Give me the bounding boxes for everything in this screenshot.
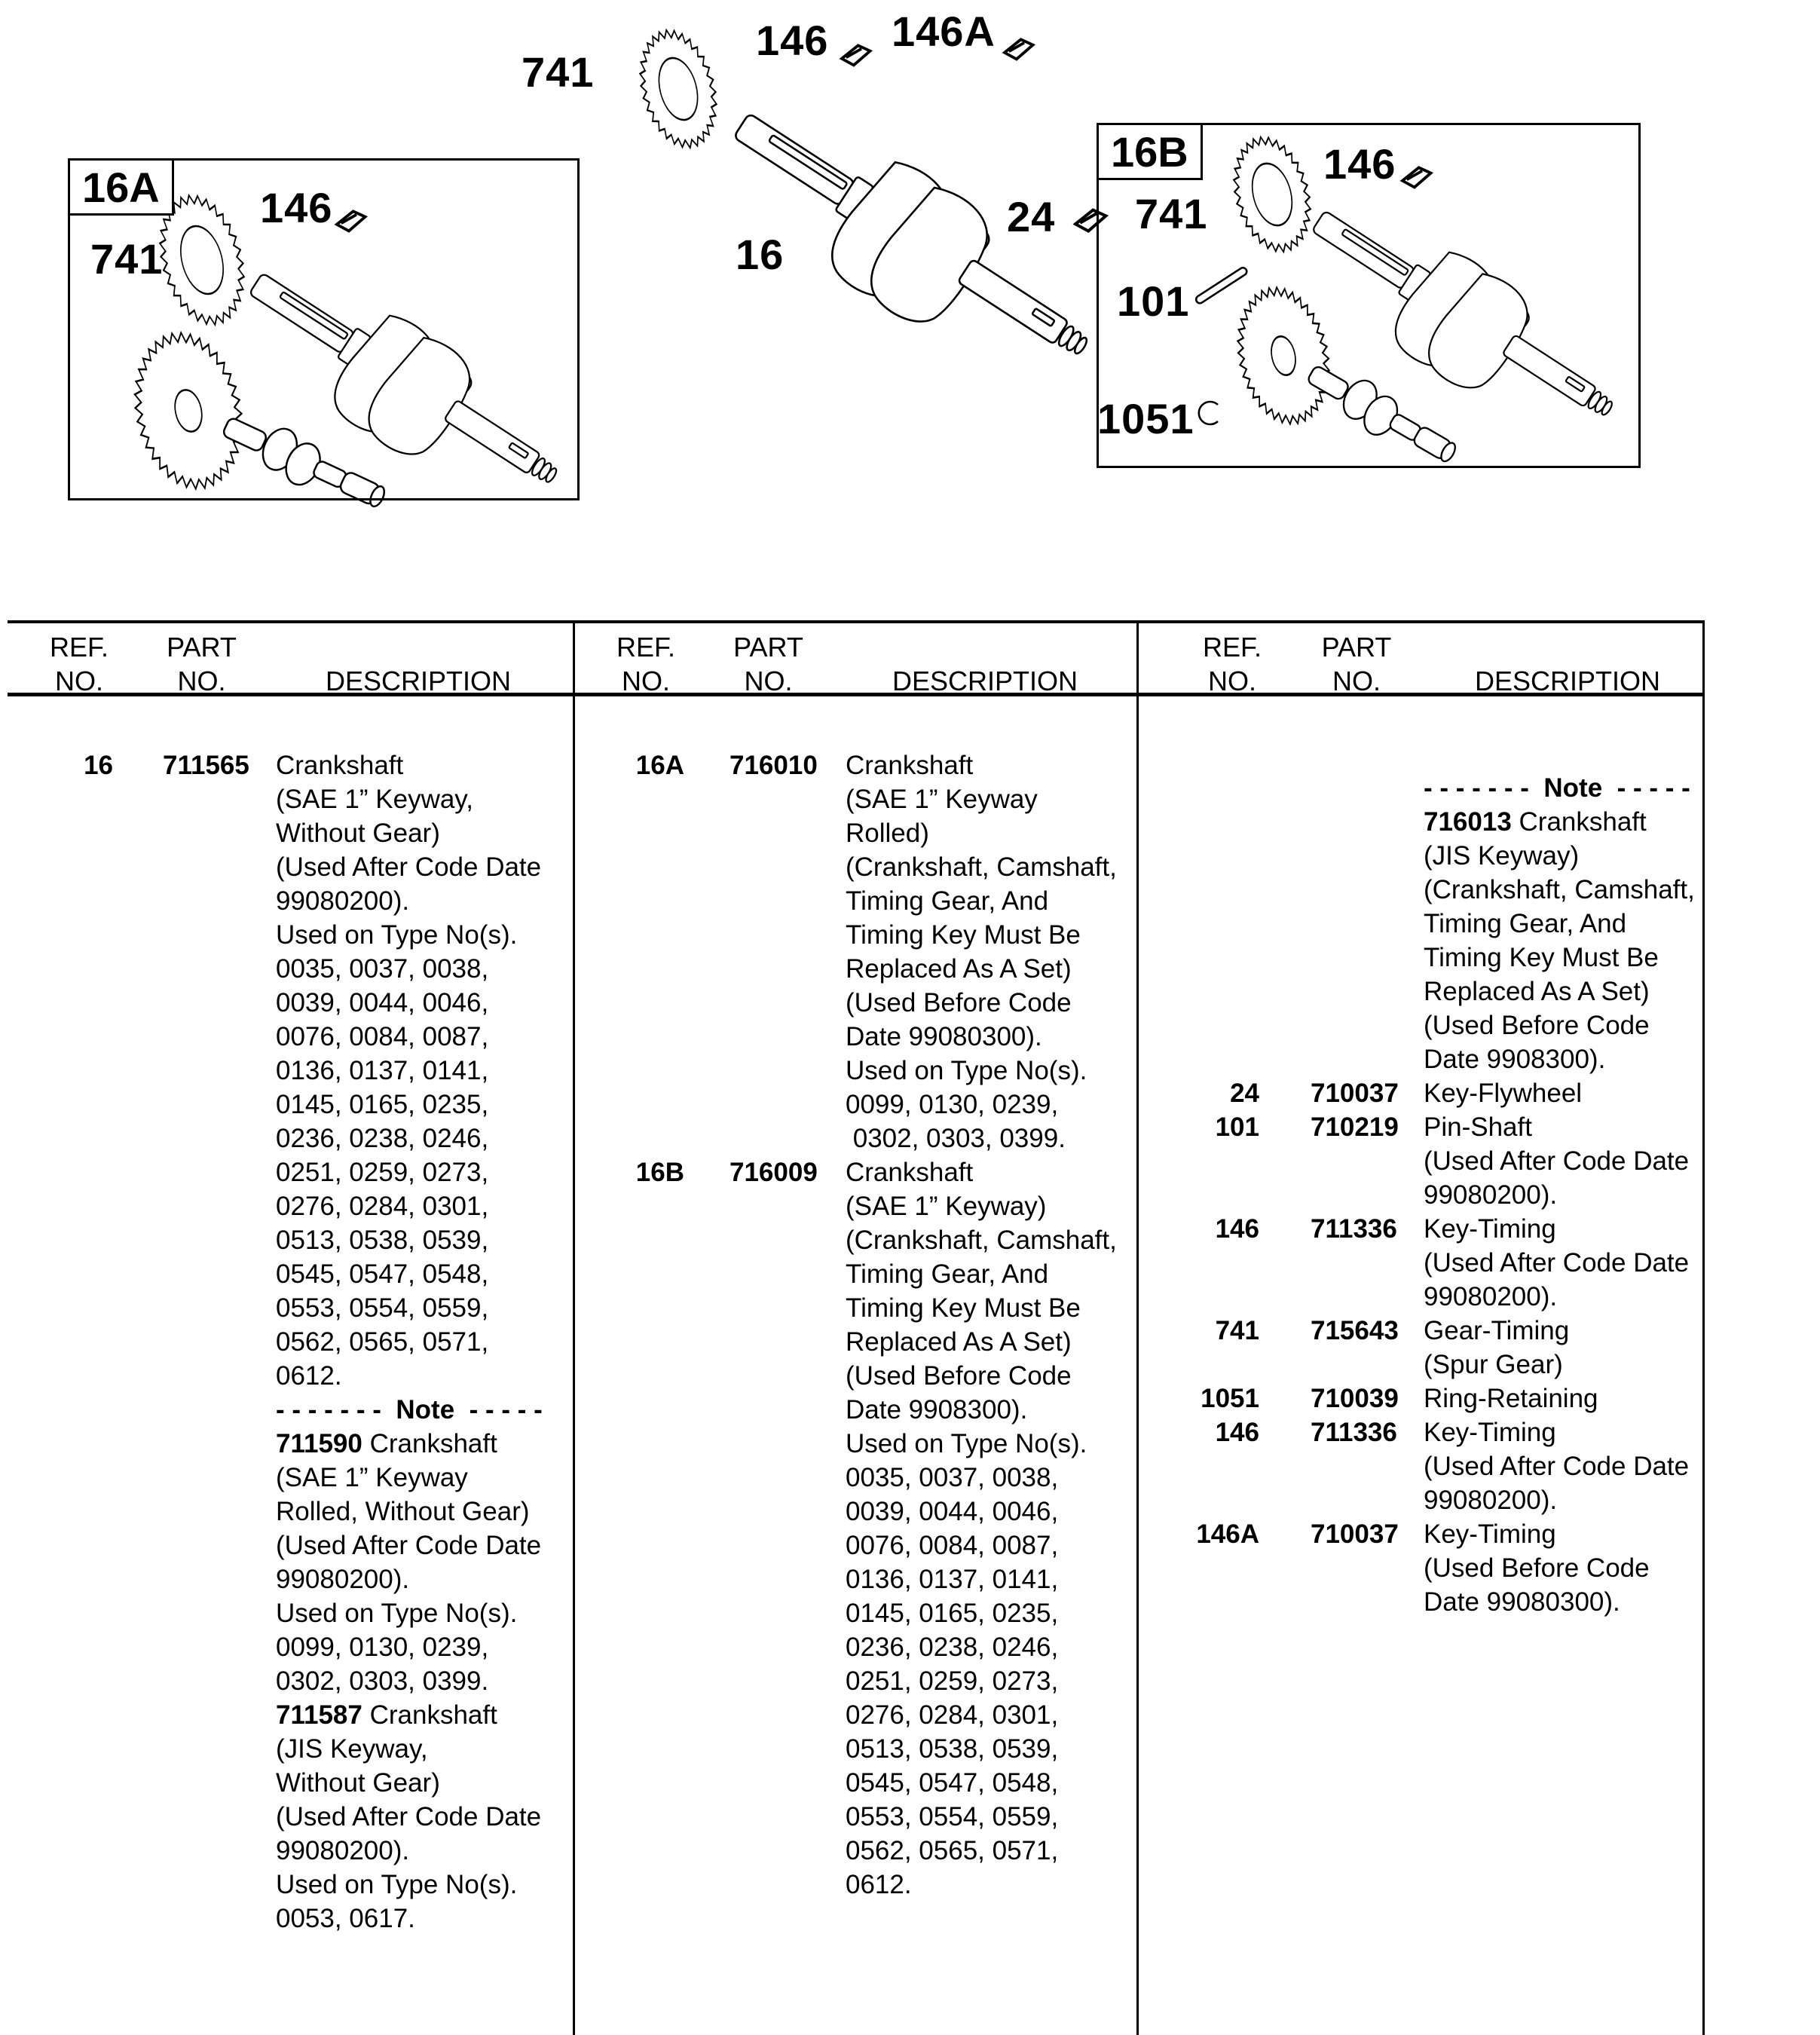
description-line: 99080200). — [276, 1836, 410, 1865]
description-line: Used on Type No(s). — [276, 920, 518, 950]
part-no: 715643 — [1311, 1316, 1399, 1345]
description-line: Date 9908300). — [846, 1395, 1028, 1424]
description-line: Used on Type No(s). — [846, 1056, 1087, 1085]
description-line: Used on Type No(s). — [276, 1599, 518, 1628]
description-line: Date 99080300). — [846, 1022, 1042, 1051]
description-line: (Used After Code Date — [276, 852, 542, 882]
description-line: 0276, 0284, 0301, — [846, 1700, 1059, 1730]
description-line: 0035, 0037, 0038, — [846, 1463, 1059, 1492]
description-line: 0562, 0565, 0571, — [846, 1836, 1059, 1865]
description — [1424, 1415, 1700, 1517]
description — [1424, 1076, 1700, 1110]
ref-no: 146A — [1196, 1519, 1259, 1549]
description-line: (Used After Code Date — [1424, 1248, 1690, 1278]
part-no — [1259, 771, 1424, 1076]
description-line: 0251, 0259, 0273, — [846, 1666, 1059, 1696]
description-line: (Used After Code Date — [1424, 1452, 1690, 1481]
description-line: 0251, 0259, 0273, — [276, 1158, 489, 1187]
parts-entry — [1138, 1382, 1700, 1415]
callout-146: 146 — [260, 184, 333, 231]
description-line: 0039, 0044, 0046, — [276, 988, 489, 1017]
description-line: 0053, 0617. — [276, 1904, 415, 1933]
description-line: (SAE 1” Keyway) — [846, 1192, 1047, 1221]
description-line: Key-Timing — [1424, 1214, 1556, 1244]
description-line: Key-Timing — [1424, 1418, 1556, 1447]
callout-101: 101 — [1117, 277, 1190, 325]
description-line: 0612. — [846, 1870, 912, 1899]
part-no: 710037 — [1311, 1519, 1399, 1549]
ref-no: 146 — [1215, 1214, 1259, 1244]
description-line: (Used After Code Date — [1424, 1146, 1690, 1176]
description-line: Crankshaft — [276, 751, 404, 780]
description-line: - - - - - - - Note - - - - - — [1424, 773, 1690, 803]
description-line: 0076, 0084, 0087, — [276, 1022, 489, 1051]
description-line: 99080200). — [1424, 1486, 1558, 1515]
parts-entry — [8, 748, 571, 1936]
description-line: (SAE 1” Keyway — [846, 785, 1038, 814]
description-line: Replaced As A Set) — [846, 954, 1072, 984]
description-line: 0099, 0130, 0239, — [276, 1633, 489, 1662]
header-ref-no: REF. NO. — [49, 632, 109, 696]
description-line: (Used Before Code — [1424, 1553, 1650, 1583]
description-line: Key-Flywheel — [1424, 1079, 1583, 1108]
header-ref-no: REF. NO. — [616, 632, 675, 696]
description-line: (Used After Code Date — [276, 1802, 542, 1831]
description-line: 711587 Crankshaft — [276, 1700, 497, 1730]
description-line: Timing Gear, And — [846, 886, 1049, 916]
description-line: 0236, 0238, 0246, — [846, 1633, 1059, 1662]
description-line: 0562, 0565, 0571, — [276, 1327, 489, 1357]
description-line: Rolled, Without Gear) — [276, 1497, 530, 1526]
description-line: 0276, 0284, 0301, — [276, 1192, 489, 1221]
description-line: (JIS Keyway, — [276, 1734, 428, 1764]
callout-741: 741 — [1135, 190, 1208, 237]
parts-entry — [574, 748, 1135, 1155]
timing-gear-icon — [628, 22, 729, 157]
description-line: Timing Key Must Be — [846, 1293, 1081, 1323]
table-right-rule — [1702, 620, 1705, 2035]
ref-no — [1138, 771, 1259, 1076]
parts-entry — [1138, 1110, 1700, 1212]
callout-146: 146 — [756, 17, 829, 64]
description-line: Without Gear) — [276, 1768, 440, 1798]
parts-column-1 — [8, 748, 571, 1936]
timing-key-icon — [842, 45, 870, 65]
description — [276, 748, 571, 1936]
header-part-no: PART NO. — [733, 632, 803, 696]
description-line: 0145, 0165, 0235, — [276, 1090, 489, 1119]
ref-no: 16B — [635, 1158, 684, 1187]
callout-1051: 1051 — [1097, 395, 1194, 442]
part-no: 716009 — [730, 1158, 818, 1187]
description-line: 0099, 0130, 0239, — [846, 1090, 1059, 1119]
part-no: 710219 — [1311, 1112, 1399, 1142]
description — [846, 748, 1135, 1155]
parts-entry — [1138, 1076, 1700, 1110]
header-description: DESCRIPTION — [1474, 666, 1661, 696]
description — [1424, 1382, 1700, 1415]
description — [1424, 1517, 1700, 1619]
header-part-no: PART NO. — [167, 632, 237, 696]
description-line: Replaced As A Set) — [1424, 977, 1650, 1006]
ref-no: 1051 — [1201, 1384, 1259, 1413]
part-no: 716010 — [730, 751, 818, 780]
description-line: (SAE 1” Keyway, — [276, 785, 473, 814]
description-line: 99080200). — [276, 1565, 410, 1594]
parts-entry — [1138, 1314, 1700, 1382]
description-line: (Crankshaft, Camshaft, — [1424, 875, 1695, 904]
callout-16: 16 — [736, 231, 785, 278]
description-line: (SAE 1” Keyway — [276, 1463, 468, 1492]
header-description: DESCRIPTION — [892, 666, 1078, 696]
figure-16a-tag: 16A — [68, 158, 174, 216]
parts-column-2 — [574, 748, 1135, 1902]
ref-no: 16A — [635, 751, 684, 780]
description-line: Gear-Timing — [1424, 1316, 1570, 1345]
timing-key-icon — [1005, 39, 1033, 59]
description-line: 711590 Crankshaft — [276, 1429, 497, 1458]
description-line: Date 99080300). — [1424, 1587, 1620, 1617]
description-line: 0302, 0303, 0399. — [846, 1124, 1066, 1153]
description-line: Timing Gear, And — [1424, 909, 1627, 938]
header-part-no: PART NO. — [1321, 632, 1392, 696]
description-line: (Used Before Code — [846, 988, 1072, 1017]
description-line: (Crankshaft, Camshaft, — [846, 852, 1117, 882]
description-line: 99080200). — [1424, 1180, 1558, 1210]
description-line: Crankshaft — [846, 751, 974, 780]
part-no: 711336 — [1311, 1418, 1397, 1447]
table-top-rule — [8, 620, 1704, 623]
callout-741: 741 — [522, 48, 595, 96]
description-line: Rolled) — [846, 819, 929, 848]
description-line: (Used Before Code — [1424, 1011, 1650, 1040]
ref-no: 24 — [1230, 1079, 1259, 1108]
part-no: 710037 — [1311, 1079, 1399, 1108]
description-line: 0545, 0547, 0548, — [846, 1768, 1059, 1798]
description — [846, 1155, 1135, 1902]
description-line: Timing Gear, And — [846, 1259, 1049, 1289]
description-line: 0553, 0554, 0559, — [846, 1802, 1059, 1831]
description-line: Ring-Retaining — [1424, 1384, 1598, 1413]
description-line: (Used Before Code — [846, 1361, 1072, 1391]
description-line: 0513, 0538, 0539, — [846, 1734, 1059, 1764]
description — [1424, 1212, 1700, 1314]
description-line: Used on Type No(s). — [846, 1429, 1087, 1458]
callout-146: 146 — [1323, 140, 1396, 188]
description-line: Crankshaft — [846, 1158, 974, 1187]
parts-column-3 — [1138, 771, 1700, 1619]
ref-no: 741 — [1215, 1316, 1259, 1345]
description-line: 0553, 0554, 0559, — [276, 1293, 489, 1323]
parts-entry — [1138, 1415, 1700, 1517]
description-line: 0513, 0538, 0539, — [276, 1226, 489, 1255]
ref-no: 101 — [1215, 1112, 1259, 1142]
parts-entry — [1138, 1517, 1700, 1619]
figure-16b-tag: 16B — [1097, 123, 1203, 180]
description — [1424, 1314, 1700, 1382]
header-ref-no: REF. NO. — [1202, 632, 1262, 696]
parts-entry — [1138, 771, 1700, 1076]
description-line: 0545, 0547, 0548, — [276, 1259, 489, 1289]
description-line: 99080200). — [1424, 1282, 1558, 1311]
callout-24: 24 — [1007, 193, 1056, 240]
ref-no: 146 — [1215, 1418, 1259, 1447]
description-line: 99080200). — [276, 886, 410, 916]
description-line: 0145, 0165, 0235, — [846, 1599, 1059, 1628]
description-line: 0136, 0137, 0141, — [276, 1056, 489, 1085]
description-line: 0236, 0238, 0246, — [276, 1124, 489, 1153]
description-line: Date 9908300). — [1424, 1045, 1606, 1074]
description-line: 0076, 0084, 0087, — [846, 1531, 1059, 1560]
description-line: (Used After Code Date — [276, 1531, 542, 1560]
description-line: (Spur Gear) — [1424, 1350, 1563, 1379]
description-line: Key-Timing — [1424, 1519, 1556, 1549]
parts-entry — [1138, 1212, 1700, 1314]
description-line: Replaced As A Set) — [846, 1327, 1072, 1357]
parts-entry — [574, 1155, 1135, 1902]
description-line: Pin-Shaft — [1424, 1112, 1532, 1142]
description-line: - - - - - - - Note - - - - - — [276, 1395, 543, 1424]
description-line: Timing Key Must Be — [1424, 943, 1659, 972]
header-description: DESCRIPTION — [325, 666, 512, 696]
description-line: 0039, 0044, 0046, — [846, 1497, 1059, 1526]
description-line: (JIS Keyway) — [1424, 841, 1580, 871]
part-no: 710039 — [1311, 1384, 1399, 1413]
description — [1424, 1110, 1700, 1212]
callout-741: 741 — [90, 235, 164, 283]
description-line: Timing Key Must Be — [846, 920, 1081, 950]
callout-146a: 146A — [892, 8, 996, 55]
description-line: Used on Type No(s). — [276, 1870, 518, 1899]
description-line: 716013 Crankshaft — [1424, 807, 1647, 837]
description-line: Without Gear) — [276, 819, 440, 848]
description-line: (Crankshaft, Camshaft, — [846, 1226, 1117, 1255]
description-line: 0612. — [276, 1361, 342, 1391]
part-no: 711565 — [163, 751, 249, 780]
description — [1424, 771, 1700, 1076]
ref-no: 16 — [84, 751, 113, 780]
part-no: 711336 — [1311, 1214, 1397, 1244]
description-line: 0136, 0137, 0141, — [846, 1565, 1059, 1594]
description-line: 0035, 0037, 0038, — [276, 954, 489, 984]
description-line: 0302, 0303, 0399. — [276, 1666, 489, 1696]
